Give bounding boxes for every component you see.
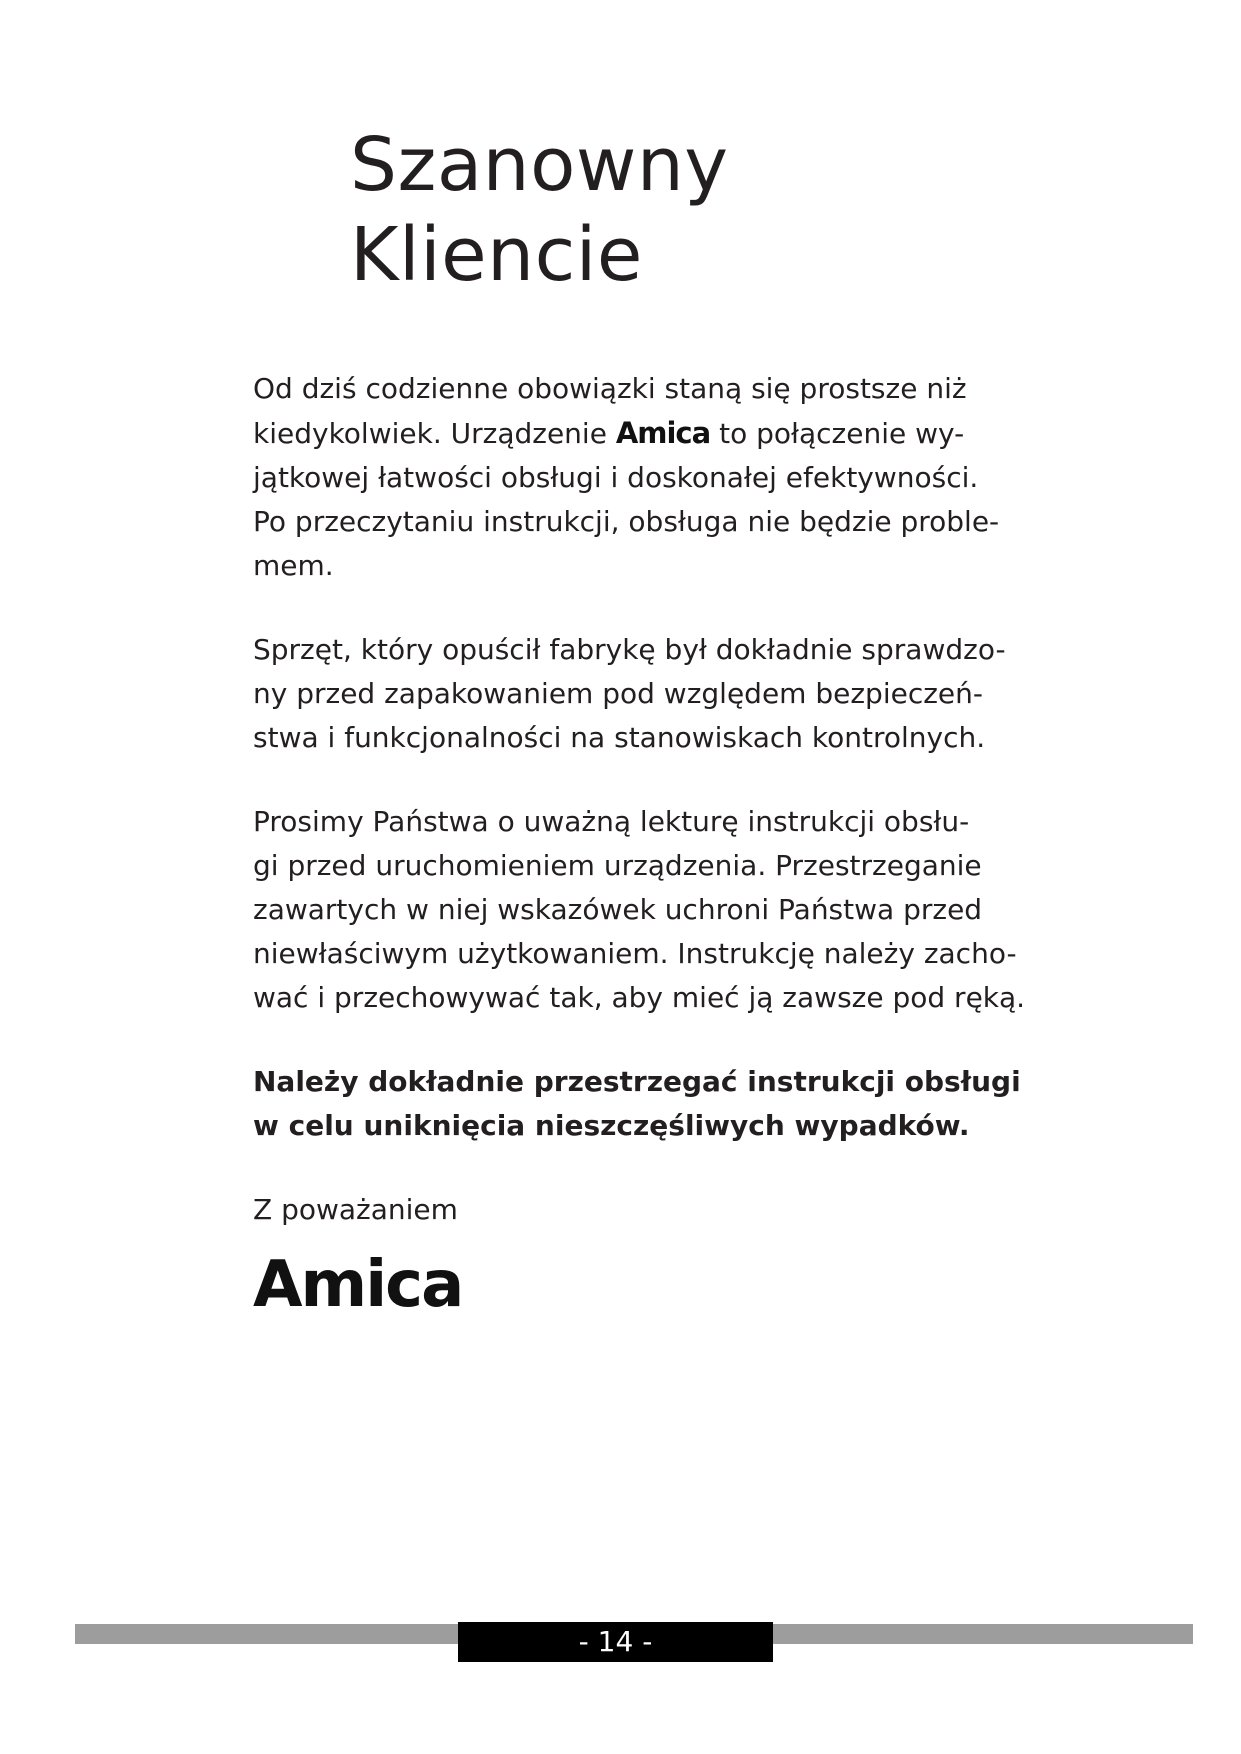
text-line: Prosimy Państwa o uważną lekturę instrukcji obsłu- [253, 805, 970, 838]
text-segment: to połączenie wy- [710, 417, 965, 450]
text-line: gi przed uruchomieniem urządzenia. Przestrzeganie [253, 849, 982, 882]
page-number: - 14 - [458, 1622, 773, 1662]
text-line: Sprzęt, który opuścił fabrykę był dokładnie sprawdzo- [253, 633, 1006, 666]
letter-body [253, 367, 1026, 1322]
text-line: Należy dokładnie przestrzegać instrukcji obsługi [253, 1065, 1021, 1098]
amica-inline-logo: Amica [615, 416, 711, 450]
text-line: niewłaściwym użytkowaniem. Instrukcję należy zacho- [253, 937, 1017, 970]
text-line: zawartych w niej wskazówek uchroni Państwa przed [253, 893, 983, 926]
amica-logo: Amica [253, 1248, 463, 1322]
text-line: wać i przechowywać tak, aby mieć ją zawsze pod ręką. [253, 981, 1026, 1014]
paragraph-intro [253, 367, 1003, 588]
title-line-2: Kliencie [350, 212, 643, 298]
text-line: mem. [253, 549, 334, 582]
title-line-1: Szanowny [350, 122, 729, 208]
page-title [350, 120, 729, 300]
text-line: jątkowej łatwości obsługi i doskonałej efektywności. [253, 461, 979, 494]
text-line: Po przeczytaniu instrukcji, obsługa nie będzie proble- [253, 505, 1000, 538]
text-line: stwa i funkcjonalności na stanowiskach kontrolnych. [253, 721, 986, 754]
closing-text: Z poważaniem [253, 1193, 458, 1226]
closing-block [253, 1188, 1003, 1320]
text-line: w celu uniknięcia nieszczęśliwych wypadków. [253, 1109, 970, 1142]
text-line: Od dziś codzienne obowiązki staną się prostsze niż [253, 372, 967, 405]
text-line: ny przed zapakowaniem pod względem bezpieczeń- [253, 677, 983, 710]
paragraph-warning [253, 1060, 1021, 1148]
text-segment: kiedykolwiek. Urządzenie [253, 417, 616, 450]
paragraph-quality [253, 628, 1006, 760]
paragraph-instructions [253, 800, 1026, 1020]
text-line [253, 411, 1003, 456]
